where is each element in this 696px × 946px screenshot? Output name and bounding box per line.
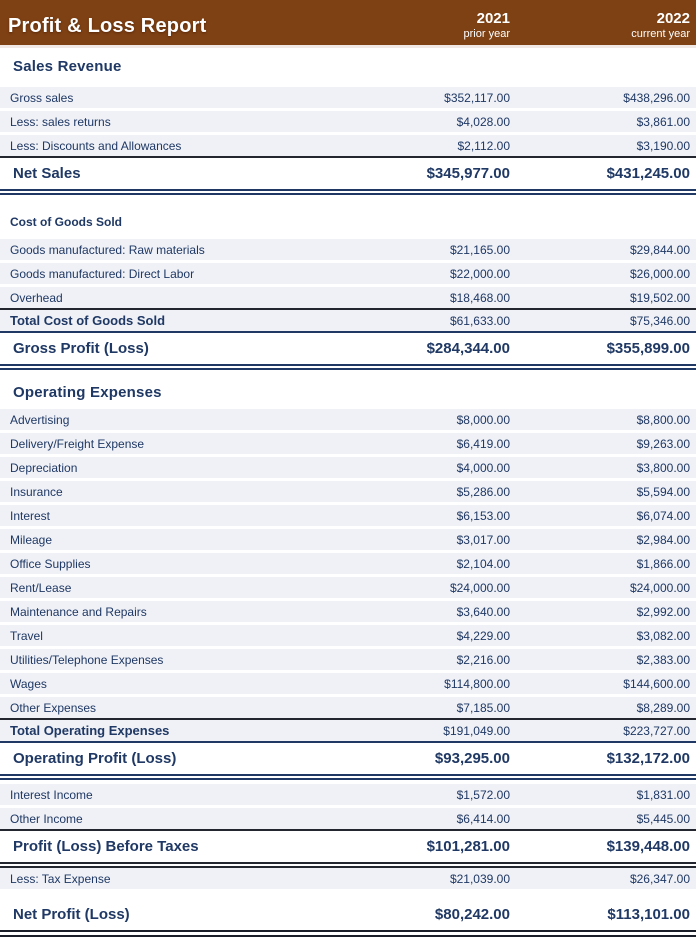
- value-2022: $19,502.00: [629, 290, 690, 305]
- value-2021: $7,185.00: [456, 700, 510, 715]
- value-2022: $8,289.00: [636, 700, 690, 715]
- line-item-label: Less: Discounts and Allowances: [10, 138, 182, 153]
- total-row-net-sales: [0, 158, 696, 189]
- line-item-label: Rent/Lease: [10, 580, 72, 595]
- table-row: [0, 808, 696, 829]
- table-row: [0, 433, 696, 454]
- total-row-net-profit: [0, 899, 696, 930]
- line-item-label: Other Expenses: [10, 700, 97, 715]
- value-2021: $21,165.00: [449, 242, 510, 257]
- total-label: Gross Profit (Loss): [13, 340, 149, 357]
- value-2022: $144,600.00: [623, 676, 690, 691]
- value-2021: $2,104.00: [456, 556, 510, 571]
- table-row: [0, 697, 696, 718]
- profit-before-taxes-block: [0, 829, 696, 868]
- value-2021: $2,112.00: [457, 138, 510, 153]
- column-header-2022: [510, 11, 696, 45]
- value-2021: $24,000.00: [449, 580, 510, 595]
- value-2021: $80,242.00: [434, 906, 510, 923]
- line-item-label: Delivery/Freight Expense: [10, 436, 145, 451]
- value-2022: $2,984.00: [636, 532, 690, 547]
- total-label: Operating Profit (Loss): [13, 750, 177, 767]
- value-2021: $5,286.00: [456, 484, 510, 499]
- value-2021: $1,572.00: [456, 787, 510, 802]
- total-label: Net Sales: [13, 165, 81, 182]
- value-2022: $29,844.00: [629, 242, 690, 257]
- value-2022: $26,000.00: [629, 266, 690, 281]
- table-row: [0, 263, 696, 284]
- line-item-label: Less: Tax Expense: [10, 871, 111, 886]
- total-row-profit-before-taxes: [0, 831, 696, 862]
- total-row-operating-profit: [0, 743, 696, 774]
- prior-year-label: prior year: [463, 27, 510, 40]
- line-item-label: Goods manufactured: Raw materials: [10, 242, 205, 257]
- line-item-label: Goods manufactured: Direct Labor: [10, 266, 195, 281]
- line-item-label: Travel: [10, 628, 43, 643]
- table-row: [0, 239, 696, 260]
- section-heading-sales-revenue: Sales Revenue: [13, 58, 122, 75]
- value-2021: $4,000.00: [456, 460, 510, 475]
- year-2022-label: 2022: [656, 10, 690, 28]
- value-2021: $61,633.00: [449, 313, 510, 328]
- value-2021: $6,419.00: [456, 436, 510, 451]
- value-2022: $3,800.00: [636, 460, 690, 475]
- value-2022: $75,346.00: [629, 313, 690, 328]
- report-header: [0, 0, 696, 48]
- section-heading-operating-expenses: Operating Expenses: [13, 384, 162, 401]
- value-2021: $3,640.00: [456, 604, 510, 619]
- value-2022: $2,383.00: [636, 652, 690, 667]
- table-row: [0, 529, 696, 550]
- value-2021: $6,153.00: [456, 508, 510, 523]
- value-2022: $6,074.00: [636, 508, 690, 523]
- value-2021: $4,028.00: [456, 114, 510, 129]
- value-2021: $3,017.00: [456, 532, 510, 547]
- value-2022: $355,899.00: [606, 340, 690, 357]
- total-label: Total Operating Expenses: [10, 723, 170, 738]
- value-2022: $2,992.00: [636, 604, 690, 619]
- value-2022: $5,445.00: [636, 811, 690, 826]
- value-2021: $18,468.00: [449, 290, 510, 305]
- value-2021: $8,000.00: [456, 412, 510, 427]
- line-item-label: Less: sales returns: [10, 114, 111, 129]
- table-row: [0, 481, 696, 502]
- year-2021-label: 2021: [476, 10, 510, 28]
- value-2021: $284,344.00: [426, 340, 510, 357]
- total-label: Net Profit (Loss): [13, 906, 130, 923]
- value-2022: $431,245.00: [606, 165, 690, 182]
- line-item-label: Insurance: [10, 484, 63, 499]
- value-2022: $438,296.00: [623, 90, 690, 105]
- value-2022: $139,448.00: [606, 838, 690, 855]
- line-item-label: Interest: [10, 508, 51, 523]
- line-item-label: Office Supplies: [10, 556, 91, 571]
- line-item-label: Mileage: [10, 532, 53, 547]
- line-item-label: Maintenance and Repairs: [10, 604, 147, 619]
- value-2021: $2,216.00: [456, 652, 510, 667]
- total-row-gross-profit: [0, 333, 696, 364]
- section-heading-cogs: Cost of Goods Sold: [10, 215, 122, 229]
- value-2022: $1,831.00: [636, 787, 690, 802]
- net-profit-block: [0, 899, 696, 937]
- value-2022: $132,172.00: [606, 750, 690, 767]
- table-row: [0, 673, 696, 694]
- table-row: [0, 287, 696, 308]
- table-row: [0, 135, 696, 156]
- value-2021: $114,800.00: [444, 676, 510, 691]
- line-item-label: Gross sales: [10, 90, 74, 105]
- line-item-label: Other Income: [10, 811, 83, 826]
- table-row: [0, 868, 696, 889]
- operating-profit-block: [0, 743, 696, 780]
- table-row: [0, 649, 696, 670]
- value-2022: $1,866.00: [636, 556, 690, 571]
- table-row: [0, 87, 696, 108]
- table-row: [0, 111, 696, 132]
- table-row: [0, 625, 696, 646]
- value-2021: $6,414.00: [456, 811, 510, 826]
- value-2022: $223,727.00: [623, 723, 690, 738]
- line-item-label: Overhead: [10, 290, 63, 305]
- value-2021: $191,049.00: [443, 723, 510, 738]
- value-2022: $3,861.00: [636, 114, 690, 129]
- table-row: [0, 553, 696, 574]
- table-row: [0, 601, 696, 622]
- value-2021: $21,039.00: [449, 871, 510, 886]
- value-2022: $24,000.00: [629, 580, 690, 595]
- line-item-label: Advertising: [10, 412, 70, 427]
- total-label: Total Cost of Goods Sold: [10, 313, 166, 328]
- line-item-label: Interest Income: [10, 787, 93, 802]
- line-item-label: Utilities/Telephone Expenses: [10, 652, 164, 667]
- current-year-label: current year: [631, 27, 690, 40]
- table-row: [0, 457, 696, 478]
- value-2022: $26,347.00: [629, 871, 690, 886]
- line-item-label: Wages: [10, 676, 47, 691]
- value-2022: $5,594.00: [636, 484, 690, 499]
- table-row: [0, 409, 696, 430]
- total-row-cogs: [0, 310, 696, 331]
- value-2021: $101,281.00: [426, 838, 510, 855]
- page-title: Profit & Loss Report: [8, 15, 207, 37]
- value-2022: $9,263.00: [636, 436, 690, 451]
- net-sales-block: [0, 156, 696, 195]
- value-2021: $93,295.00: [434, 750, 510, 767]
- line-item-label: Depreciation: [10, 460, 78, 475]
- value-2021: $345,977.00: [426, 165, 510, 182]
- table-row: [0, 577, 696, 598]
- value-2021: $4,229.00: [456, 628, 510, 643]
- table-row: [0, 505, 696, 526]
- value-2022: $3,190.00: [636, 138, 690, 153]
- value-2021: $22,000.00: [449, 266, 510, 281]
- value-2021: $352,117.00: [444, 90, 510, 105]
- value-2022: $3,082.00: [636, 628, 690, 643]
- total-row-operating-expenses: [0, 720, 696, 741]
- total-cogs-block: [0, 308, 696, 333]
- total-opex-block: [0, 718, 696, 743]
- value-2022: $113,101.00: [607, 906, 690, 923]
- total-label: Profit (Loss) Before Taxes: [13, 838, 199, 855]
- column-header-2021: [350, 11, 510, 45]
- gross-profit-block: [0, 333, 696, 370]
- table-row: [0, 784, 696, 805]
- value-2022: $8,800.00: [636, 412, 690, 427]
